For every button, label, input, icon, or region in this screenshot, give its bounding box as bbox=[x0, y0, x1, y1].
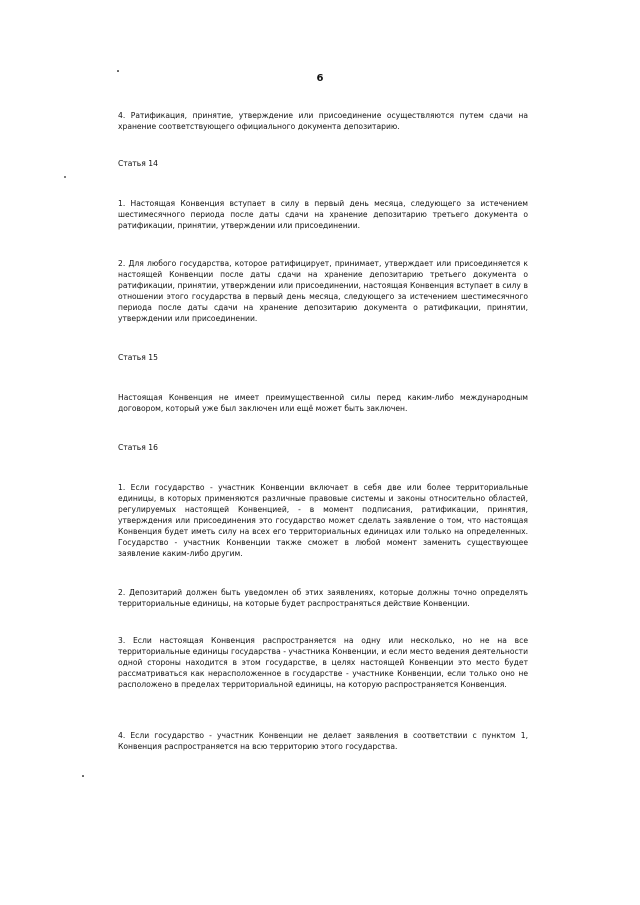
article-16-heading: Статья 16 bbox=[118, 443, 158, 452]
scan-speck bbox=[117, 70, 119, 72]
article-15-heading: Статья 15 bbox=[118, 353, 158, 362]
article-15-paragraph: Настоящая Конвенция не имеет преимущественной силы перед каким-либо международным договором, который уже был заключен или ещё может быть заключен. bbox=[118, 393, 528, 413]
article-13-paragraph-4: 4. Ратификация, принятие, утверждение или присоединение осуществляются путем сдачи на хранение соответствующего официального документа депозитарию. bbox=[118, 111, 528, 131]
page-number: 6 bbox=[316, 73, 324, 84]
article-14-heading: Статья 14 bbox=[118, 159, 158, 168]
article-16-paragraph-1: 1. Если государство - участник Конвенции включает в себя две или более территориальные единицы, в которых применяются различные правовые системы и законы относительно областей, регулируемых настоящей Конвенцией, - в момент подписания, ратификации, принятия, утверждения или присоединения это государство может сделать заявление о том, что настоящая Конвенция будет иметь силу на всех его территориальных единицах или только на определенных. Государство - участник Конвенции также сможет в любой момент заменить существующее заявление каким-либо другим. bbox=[118, 483, 528, 558]
scan-speck bbox=[82, 775, 84, 777]
article-14-paragraph-1: 1. Настоящая Конвенция вступает в силу в первый день месяца, следующего за истечением шестимесячного периода после даты сдачи на хранение депозитарию третьего документа о ратификации, принятии, утверждении или присоединении. bbox=[118, 199, 528, 230]
article-14-paragraph-2: 2. Для любого государства, которое ратифицирует, принимает, утверждает или присоединяется к настоящей Конвенции после даты сдачи на хранение депозитарию третьего документа о ратификации, принятии, утверждении или присоединении, настоящая Конвенция вступает в силу в отношении этого государства в первый день месяца, следующего за истечением шестимесячного периода после даты сдачи на хранение депозитарию документа о ратификации, принятии, утверждении или присоединении. bbox=[118, 259, 528, 323]
article-16-paragraph-4: 4. Если государство - участник Конвенции не делает заявления в соответствии с пунктом 1, Конвенция распространяется на всю территорию этого государства. bbox=[118, 731, 528, 751]
scan-speck bbox=[64, 176, 66, 178]
article-16-paragraph-2: 2. Депозитарий должен быть уведомлен об этих заявлениях, которые должны точно определять территориальные единицы, на которые будет распространяться действие Конвенции. bbox=[118, 588, 528, 608]
article-16-paragraph-3: 3. Если настоящая Конвенция распространяется на одну или несколько, но не на все территориальные единицы государства - участника Конвенции, и если место ведения деятельности одной стороны находится в этом государстве, в целях настоящей Конвенции это место будет рассматриваться как нерасположенное в государстве - участнике Конвенции, если только оно не расположено в пределах территориальной единицы, на которую распространяется Конвенция. bbox=[118, 636, 528, 689]
